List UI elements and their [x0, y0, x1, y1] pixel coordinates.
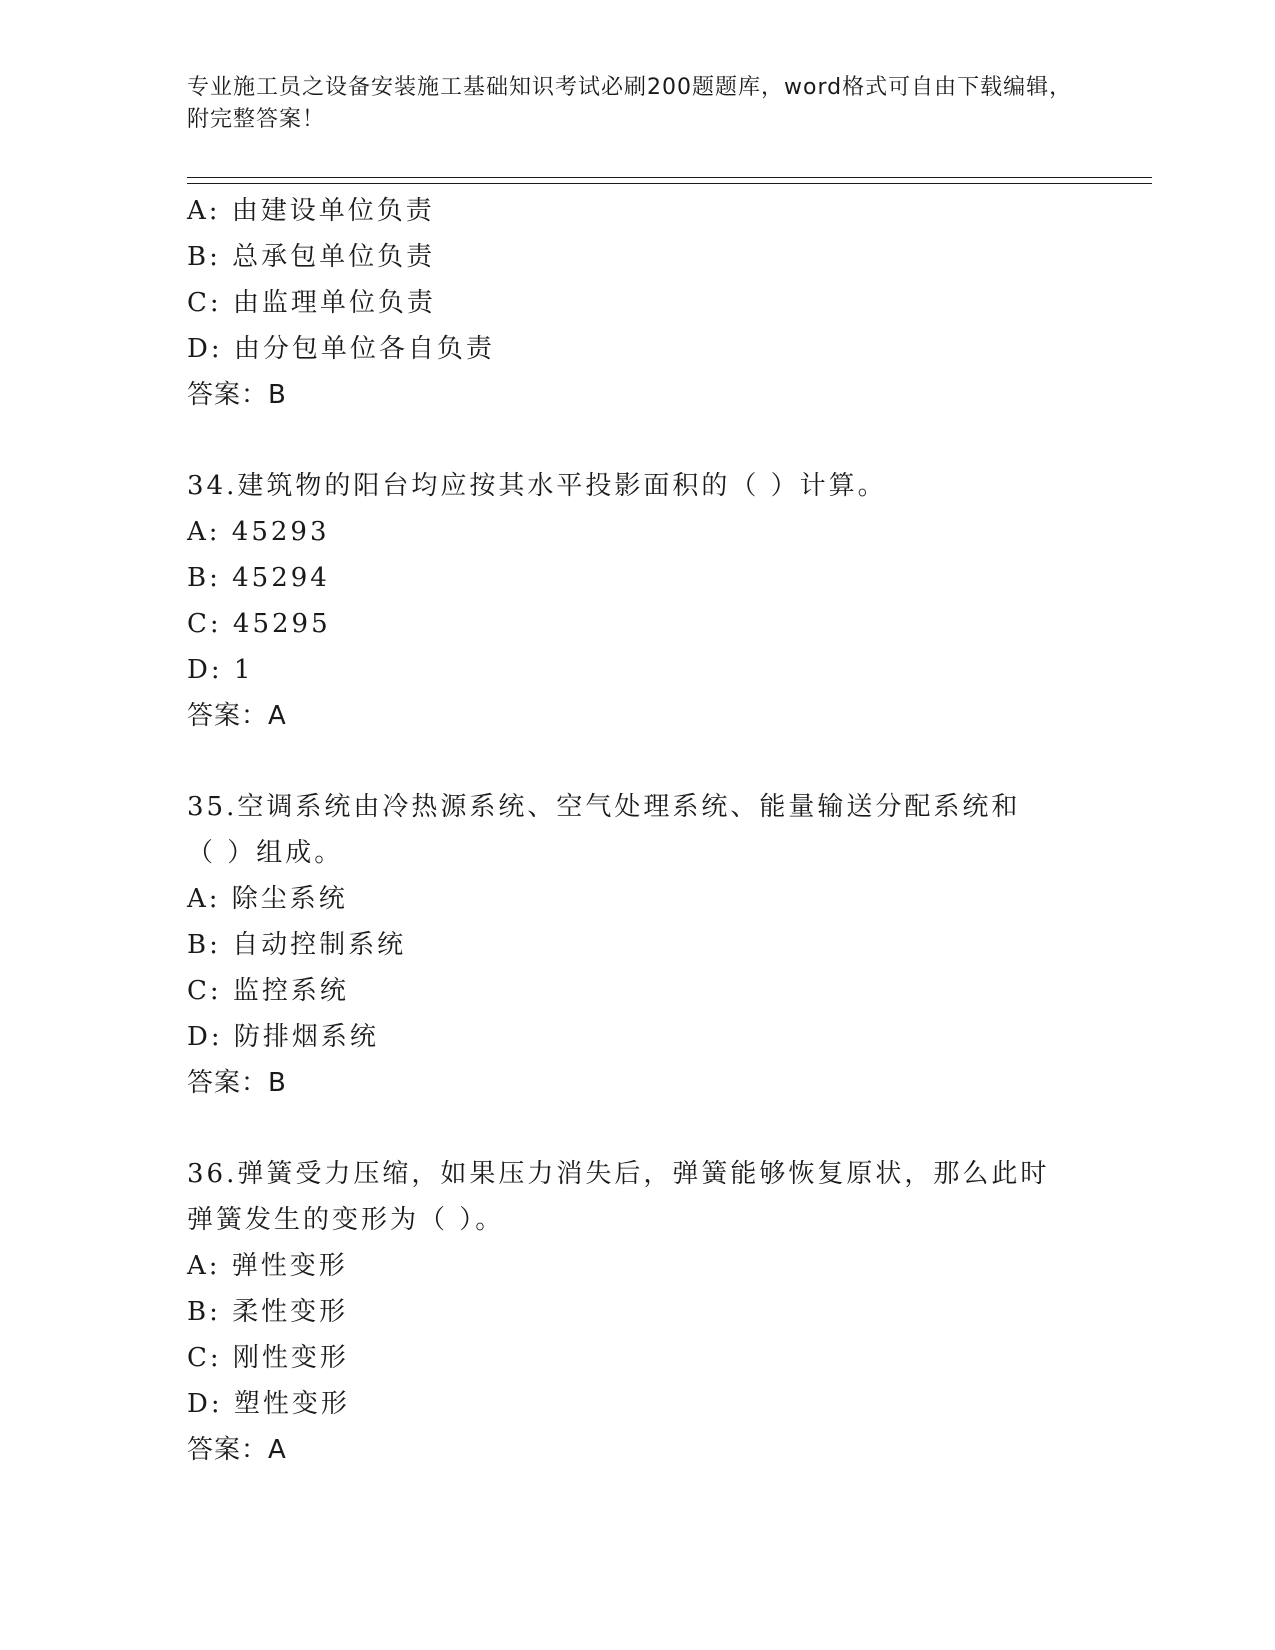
question-text: 34.建筑物的阳台均应按其水平投影面积的（ ）计算。	[187, 471, 887, 501]
option-c: C: 45295	[187, 609, 331, 639]
option-d: D: 由分包单位各自负责	[187, 334, 495, 364]
header-divider-top	[187, 177, 1152, 178]
option-b: B: 总承包单位负责	[187, 242, 436, 272]
question-36	[187, 1151, 1087, 1473]
question-34	[187, 463, 1087, 739]
option-b: B: 自动控制系统	[187, 930, 407, 960]
answer-label: 答案：B	[187, 380, 287, 410]
option-a: A: 除尘系统	[187, 884, 348, 914]
question-35	[187, 784, 1087, 1106]
question-33	[187, 188, 1087, 418]
option-d: D: 塑性变形	[187, 1389, 350, 1419]
option-c: C: 刚性变形	[187, 1343, 349, 1373]
option-d: D: 防排烟系统	[187, 1022, 379, 1052]
answer-label: 答案：B	[187, 1068, 287, 1098]
answer-label: 答案：A	[187, 701, 287, 731]
option-b: B: 45294	[187, 563, 330, 593]
option-a: A: 由建设单位负责	[187, 196, 435, 226]
option-b: B: 柔性变形	[187, 1297, 349, 1327]
option-a: A: 弹性变形	[187, 1251, 348, 1281]
option-d: D: 1	[187, 655, 254, 685]
header-divider-bottom	[187, 183, 1152, 184]
option-a: A: 45293	[187, 517, 330, 547]
option-c: C: 由监理单位负责	[187, 288, 436, 318]
answer-label: 答案：A	[187, 1435, 287, 1465]
question-list	[187, 188, 1087, 1473]
question-text: 35.空调系统由冷热源系统、空气处理系统、能量输送分配系统和（ ）组成。	[187, 792, 1021, 868]
option-c: C: 监控系统	[187, 976, 349, 1006]
document-title: 专业施工员之设备安装施工基础知识考试必刷200题题库，word格式可自由下载编辑，附完整答案！	[187, 75, 1073, 132]
question-text: 36.弹簧受力压缩，如果压力消失后，弹簧能够恢复原状，那么此时弹簧发生的变形为（ ）。	[187, 1159, 1050, 1235]
